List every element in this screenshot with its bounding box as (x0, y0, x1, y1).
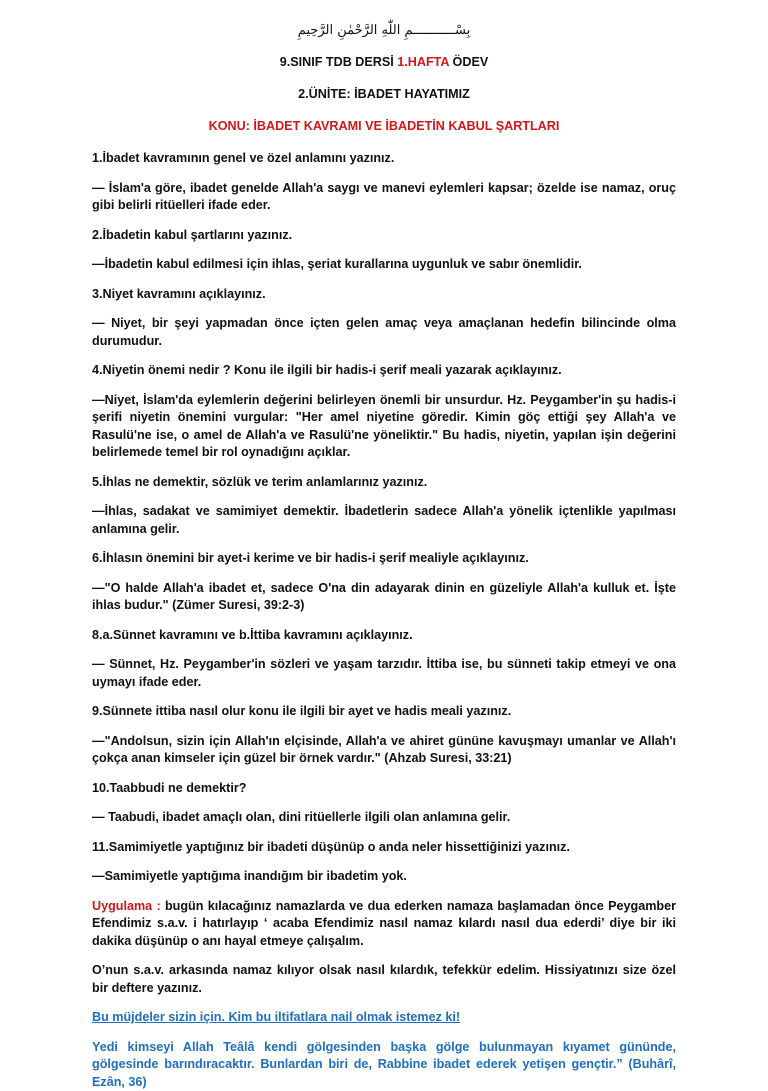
uygulama-paragraph (92, 898, 676, 951)
answer-2: —İbadetin kabul edilmesi için ihlas, şeriat kurallarına uygunluk ve sabır önemlidir. (92, 256, 676, 274)
week-label: 1.HAFTA (397, 55, 449, 69)
answer-4: —Niyet, İslam'da eylemlerin değerini belirleyen önemli bir unsurdur. Hz. Peygamber'in şu hadis-i şerifi niyetin önemini vurgular: "Her amel niyetine göredir. Kimin göç ettiği şey Allah'a ve Rasulü'ne ise, o amel de Allah'a ve Rasulü'ne yöneliktir." Bu hadis, niyetin, yapılan işin değerini belirlemede temel bir rol oynadığını açıklar. (92, 392, 676, 462)
unit-title: 2.ÜNİTE: İBADET HAYATIMIZ (92, 86, 676, 102)
answer-7: — Sünnet, Hz. Peygamber'in sözleri ve yaşam tarzıdır. İttiba ise, bu sünneti takip etmeyi ve ona uymayı ifade eder. (92, 656, 676, 691)
question-8: 9.Sünnete ittiba nasıl olur konu ile ilgili bir ayet ve hadis meali yazınız. (92, 703, 676, 721)
answer-1: — İslam'a göre, ibadet genelde Allah'a saygı ve manevi eylemleri kapsar; özelde ise namaz, oruç gibi belirli ritüelleri ifade eder. (92, 180, 676, 215)
tefekkur-paragraph: O’nun s.a.v. arkasında namaz kılıyor olsak nasıl kılardık, tefekkür edelim. Hissiyatınızı size özel bir deftere yazınız. (92, 962, 676, 997)
question-9: 10.Taabbudi ne demektir? (92, 780, 676, 798)
answer-6: —"O halde Allah'a ibadet et, sadece O'na din adayarak dinin en güzeliyle Allah'a kulluk et. İşte ihlas budur." (Zümer Suresi, 39:2-3) (92, 580, 676, 615)
course-title-prefix: 9.SINIF TDB DERSİ (280, 55, 398, 69)
qa-list (92, 150, 676, 886)
answer-5: —İhlas, sadakat ve samimiyet demektir. İbadetlerin sadece Allah'a yönelik içtenlikle yapılması anlamına gelir. (92, 503, 676, 538)
question-3: 3.Niyet kavramını açıklayınız. (92, 286, 676, 304)
answer-9: — Taabudi, ibadet amaçlı olan, dini ritüellerle ilgili olan anlamına gelir. (92, 809, 676, 827)
basmala: بِسْـــــــــــمِ اللّٰهِ الرَّحْمٰنِ الرَّحِيمِ (92, 22, 676, 40)
topic-title: KONU: İBADET KAVRAMI VE İBADETİN KABUL ŞARTLARI (92, 118, 676, 134)
answer-10: —Samimiyetle yaptığıma inandığım bir ibadetim yok. (92, 868, 676, 886)
mujde-link[interactable]: Bu müjdeler sizin için. Kim bu iltifatlara nail olmak istemez ki! (92, 1010, 460, 1024)
uygulama-label: Uygulama : (92, 899, 161, 913)
answer-8: —"Andolsun, sizin için Allah'ın elçisinde, Allah'a ve ahiret gününe kavuşmayı umanlar ve Allah'ı çokça anan kimseler için güzel bir örnek vardır." (Ahzab Suresi, 33:21) (92, 733, 676, 768)
question-4: 4.Niyetin önemi nedir ? Konu ile ilgili bir hadis-i şerif meali yazarak açıklayınız. (92, 362, 676, 380)
question-10: 11.Samimiyetle yaptığınız bir ibadeti düşünüp o anda neler hissettiğinizi yazınız. (92, 839, 676, 857)
question-5: 5.İhlas ne demektir, sözlük ve terim anlamlarınız yazınız. (92, 474, 676, 492)
question-7: 8.a.Sünnet kavramını ve b.İttiba kavramını açıklayınız. (92, 627, 676, 645)
question-6: 6.İhlasın önemini bir ayet-i kerime ve bir hadis-i şerif mealiyle açıklayınız. (92, 550, 676, 568)
hadith-paragraph: Yedi kimseyi Allah Teâlâ kendi gölgesinden başka gölge bulunmayan kıyamet gününde, gölgesinde barındıracaktır. Bunlardan biri de, Rabbine ibadet ederek yetişen gençtir.” (Buhârî, Ezân, 36) (92, 1039, 676, 1091)
question-1: 1.İbadet kavramının genel ve özel anlamını yazınız. (92, 150, 676, 168)
course-title (92, 54, 676, 70)
uygulama-text: bugün kılacağınız namazlarda ve dua ederken namaza başlamadan önce Peygamber Efendimiz s.a.v. i hatırlayıp ‘ acaba Efendimiz nasıl namaz kılardı nasıl dua ederdi’ diye bir iki dakika düşünüp o anı hayal etmeye çalışalım. (92, 899, 676, 948)
course-title-suffix: ÖDEV (449, 55, 488, 69)
answer-3: — Niyet, bir şeyi yapmadan önce içten gelen amaç veya amaçlanan hedefin bilincinde olma durumudur. (92, 315, 676, 350)
question-2: 2.İbadetin kabul şartlarını yazınız. (92, 227, 676, 245)
